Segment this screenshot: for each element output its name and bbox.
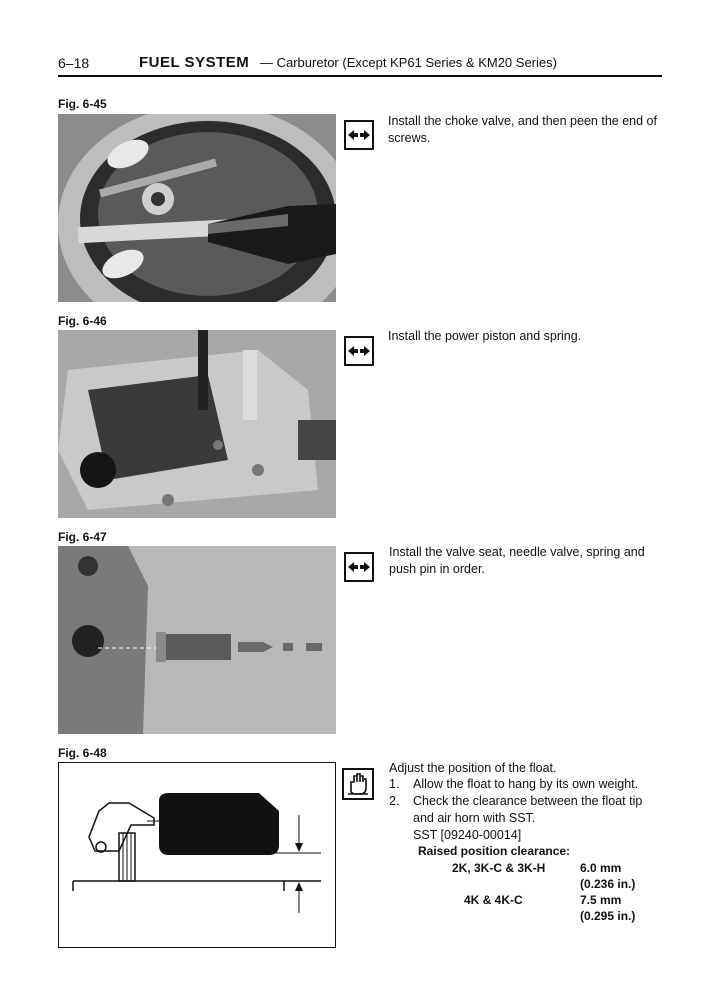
fig-6-45-instruction: Install the choke valve, and then peen the end of screws.	[388, 114, 657, 145]
install-arrows-icon	[344, 552, 374, 582]
section-title: FUEL SYSTEM	[139, 54, 250, 71]
spec-heading: Raised position clearance:	[418, 844, 571, 858]
step-2-number: 2.	[389, 794, 400, 808]
fig-6-45-label: Fig. 6-45	[58, 97, 107, 111]
section-subtitle: — Carburetor (Except KP61 Series & KM20 Series)	[260, 55, 557, 70]
spec-mm-2: 7.5 mm	[580, 893, 622, 907]
fig-6-46-label: Fig. 6-46	[58, 314, 107, 328]
step-1-text: Allow the float to hang by its own weight.	[413, 777, 639, 791]
spec-model-2: 4K & 4K-C	[464, 893, 523, 907]
step-2	[389, 793, 664, 827]
fig-6-48-label: Fig. 6-48	[58, 746, 107, 760]
fig-6-46-photo	[58, 330, 336, 518]
adjust-hand-icon	[342, 768, 374, 800]
fig-6-48-instruction: Adjust the position of the float.	[389, 761, 557, 775]
install-arrows-icon	[344, 336, 374, 366]
fig-6-45-photo	[58, 114, 336, 302]
header-rule	[58, 75, 662, 77]
step-1-number: 1.	[389, 777, 400, 791]
step-1	[389, 776, 664, 793]
sst-number: SST [09240-00014]	[413, 828, 522, 842]
step-2-text: Check the clearance between the float tip and air horn with SST.	[413, 794, 643, 825]
fig-6-47-photo	[58, 546, 336, 734]
fig-6-47-instruction: Install the valve seat, needle valve, spring and push pin in order.	[389, 545, 645, 576]
page-number: 6–18	[58, 55, 90, 71]
spec-in-1: (0.236 in.)	[580, 877, 636, 891]
fig-6-48-diagram	[58, 762, 336, 948]
spec-mm-1: 6.0 mm	[580, 861, 622, 875]
install-arrows-icon	[344, 120, 374, 150]
fig-6-46-instruction: Install the power piston and spring.	[388, 329, 582, 343]
fig-6-47-label: Fig. 6-47	[58, 530, 107, 544]
spec-model-1: 2K, 3K-C & 3K-H	[452, 861, 546, 875]
spec-in-2: (0.295 in.)	[580, 909, 636, 923]
